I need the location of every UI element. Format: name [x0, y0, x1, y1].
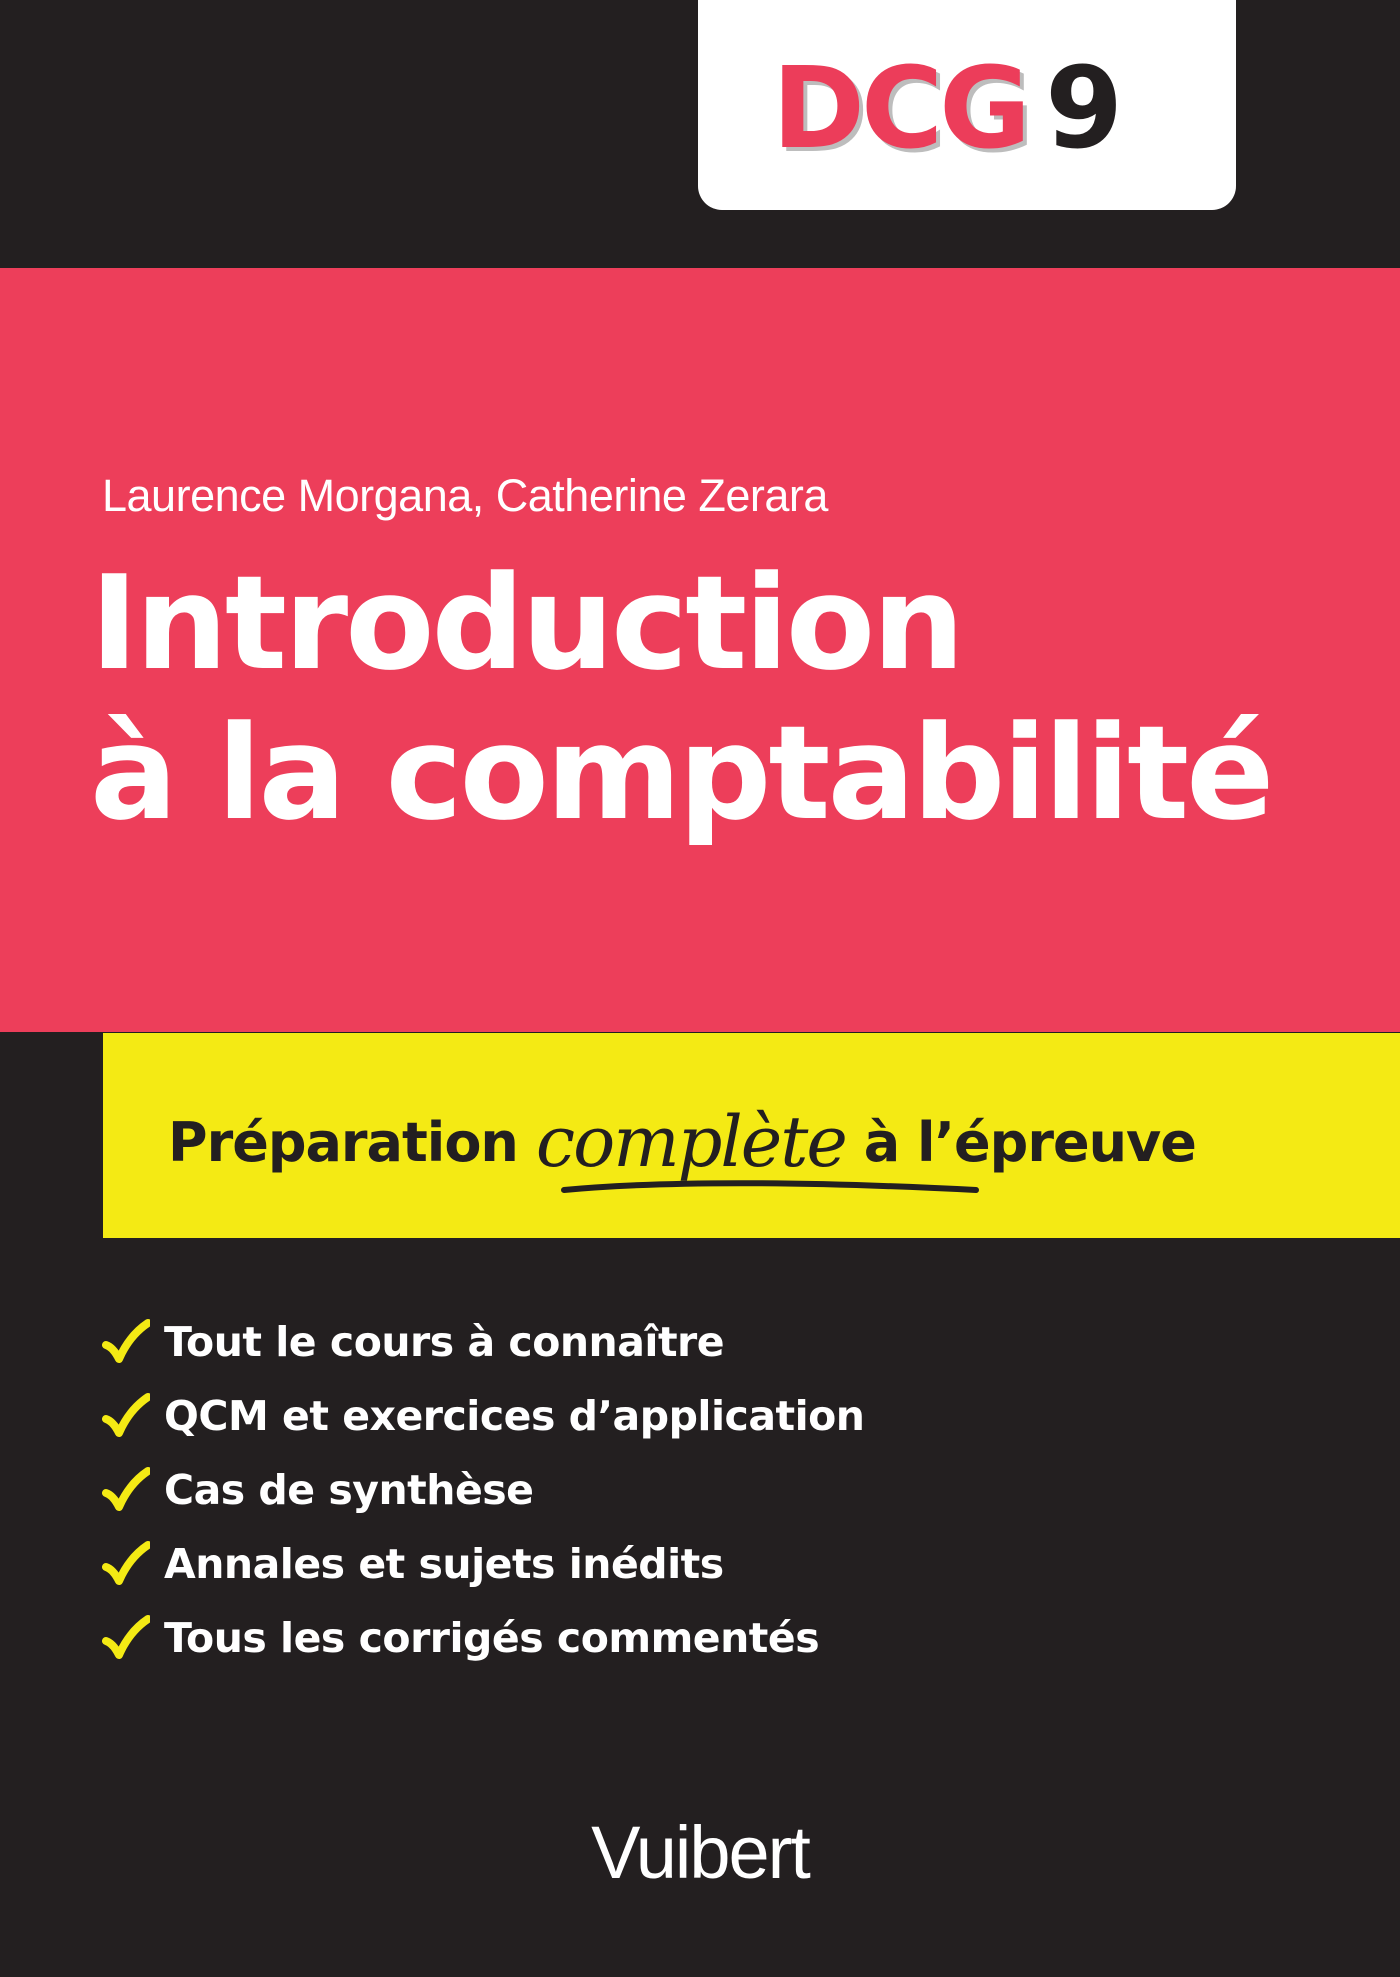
series-name: DCG [772, 44, 1028, 174]
check-icon [102, 1615, 150, 1661]
authors: Laurence Morgana, Catherine Zerara [102, 470, 828, 521]
book-title [90, 548, 1350, 848]
feature-label: Annales et sujets inédits [164, 1540, 724, 1588]
underline-stroke-icon [560, 1176, 980, 1206]
feature-item [102, 1453, 865, 1527]
feature-label: Tous les corrigés commentés [164, 1614, 820, 1662]
tagline-emphasis: complète [535, 1101, 846, 1183]
feature-item [102, 1601, 865, 1675]
check-icon [102, 1319, 150, 1365]
publisher-logo: Vuibert [591, 1811, 809, 1894]
feature-list [102, 1305, 865, 1675]
tagline-after: à l’épreuve [863, 1110, 1196, 1174]
check-icon [102, 1467, 150, 1513]
series-number: 9 [1045, 44, 1124, 174]
title-line-2: à la comptabilité [90, 697, 1272, 849]
feature-item [102, 1379, 865, 1453]
feature-label: Tout le cours à connaître [164, 1318, 725, 1366]
series-badge-text [772, 44, 1123, 174]
check-icon [102, 1541, 150, 1587]
title-line-1: Introduction [90, 547, 962, 699]
feature-item [102, 1527, 865, 1601]
feature-label: Cas de synthèse [164, 1466, 534, 1514]
feature-label: QCM et exercices d’application [164, 1392, 865, 1440]
check-icon [102, 1393, 150, 1439]
feature-item [102, 1305, 865, 1379]
tagline-before: Préparation [168, 1110, 518, 1174]
